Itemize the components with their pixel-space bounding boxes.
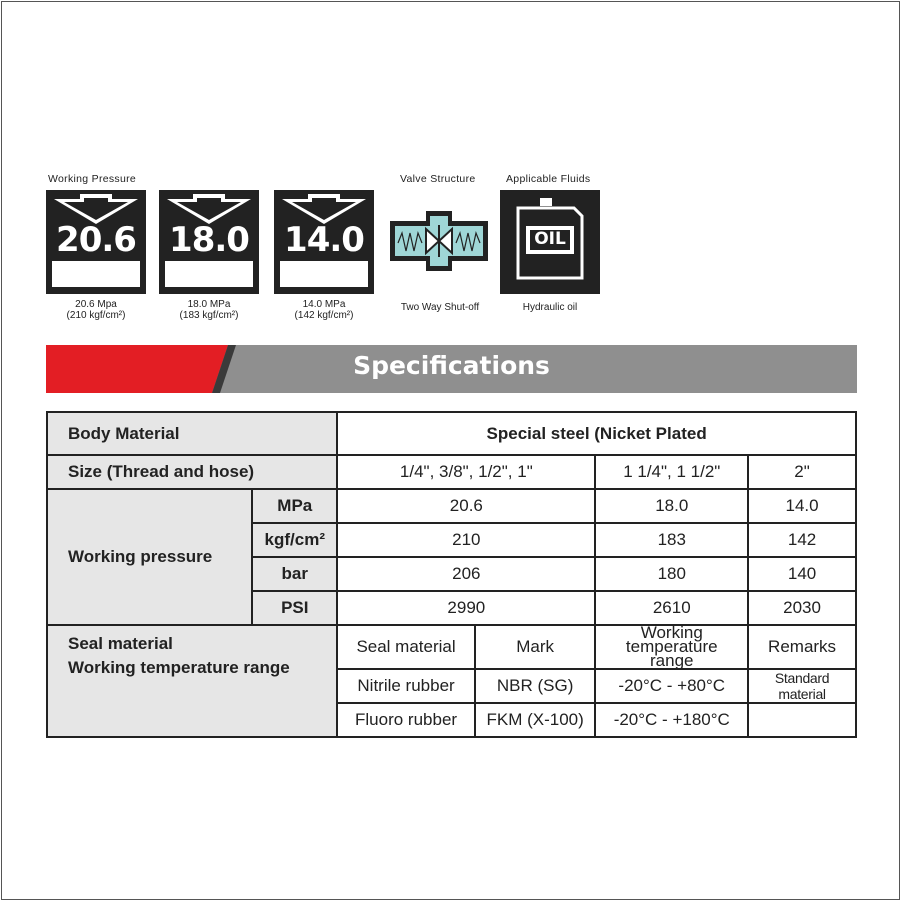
pressure-value: 14.0 <box>748 489 856 523</box>
pressure-value: 2990 <box>337 591 595 625</box>
size-value: 2" <box>748 455 856 489</box>
gauge-white-panel <box>280 261 368 287</box>
pressure-value: 2610 <box>595 591 748 625</box>
seal-header-remarks: Remarks <box>748 625 856 669</box>
pressure-value: 206 <box>337 557 595 591</box>
working-pressure-label: Working pressure <box>47 489 252 625</box>
seal-material-label: Seal material Working temperature range <box>47 625 337 737</box>
seal-remarks-value <box>748 703 856 737</box>
gauge-white-panel <box>52 261 140 287</box>
pressure-gauge-icon-1 <box>46 190 146 294</box>
applicable-fluids-label: Applicable Fluids <box>506 173 591 185</box>
seal-header-temp: Working temperature range <box>595 625 748 669</box>
seal-header-mark: Mark <box>475 625 596 669</box>
pressure-value: 20.6 <box>337 489 595 523</box>
table-row <box>47 489 856 523</box>
pressure-unit: kgf/cm² <box>252 523 337 557</box>
pressure-value: 180 <box>595 557 748 591</box>
pressure-unit: PSI <box>252 591 337 625</box>
table-row <box>47 412 856 455</box>
body-material-label: Body Material <box>47 412 337 455</box>
fluid-caption: Hydraulic oil <box>522 302 578 313</box>
pressure-gauge-icon-3 <box>274 190 374 294</box>
gauge-caption-1: 20.6 Mpa (210 kgf/cm²) <box>66 299 126 321</box>
gauge-value: 20.6 <box>56 220 136 260</box>
specifications-table <box>46 411 857 738</box>
valve-structure-label: Valve Structure <box>400 173 476 185</box>
pressure-unit: bar <box>252 557 337 591</box>
pressure-gauge-icon-2 <box>159 190 259 294</box>
specifications-title: Specifications <box>353 351 550 380</box>
size-value: 1/4", 3/8", 1/2", 1" <box>337 455 595 489</box>
pressure-value: 210 <box>337 523 595 557</box>
seal-material-value: Fluoro rubber <box>337 703 475 737</box>
seal-remarks-value: Standard material <box>748 669 856 703</box>
seal-material-value: Nitrile rubber <box>337 669 475 703</box>
pressure-value: 140 <box>748 557 856 591</box>
seal-temp-value: -20°C - +80°C <box>595 669 748 703</box>
oil-can-icon <box>500 190 600 294</box>
pressure-value: 142 <box>748 523 856 557</box>
table-row <box>47 455 856 489</box>
seal-mark-value: NBR (SG) <box>475 669 596 703</box>
pressure-value: 183 <box>595 523 748 557</box>
size-label: Size (Thread and hose) <box>47 455 337 489</box>
pressure-value: 2030 <box>748 591 856 625</box>
size-value: 1 1/4", 1 1/2" <box>595 455 748 489</box>
gauge-value: 18.0 <box>169 220 249 260</box>
table-row <box>47 625 856 669</box>
valve-shutoff-icon <box>386 207 492 275</box>
oil-text: OIL <box>534 229 566 249</box>
gauge-caption-2: 18.0 MPa (183 kgf/cm²) <box>179 299 239 321</box>
seal-mark-value: FKM (X-100) <box>475 703 596 737</box>
body-material-value: Special steel (Nicket Plated <box>337 412 856 455</box>
gauge-white-panel <box>165 261 253 287</box>
pressure-value: 18.0 <box>595 489 748 523</box>
valve-caption: Two Way Shut-off <box>400 302 480 313</box>
pressure-unit: MPa <box>252 489 337 523</box>
gauge-value: 14.0 <box>284 220 364 260</box>
seal-header-material: Seal material <box>337 625 475 669</box>
working-pressure-label: Working Pressure <box>48 173 137 185</box>
seal-temp-value: -20°C - +180°C <box>595 703 748 737</box>
gauge-caption-3: 14.0 MPa (142 kgf/cm²) <box>294 299 354 321</box>
specifications-banner <box>46 345 857 393</box>
